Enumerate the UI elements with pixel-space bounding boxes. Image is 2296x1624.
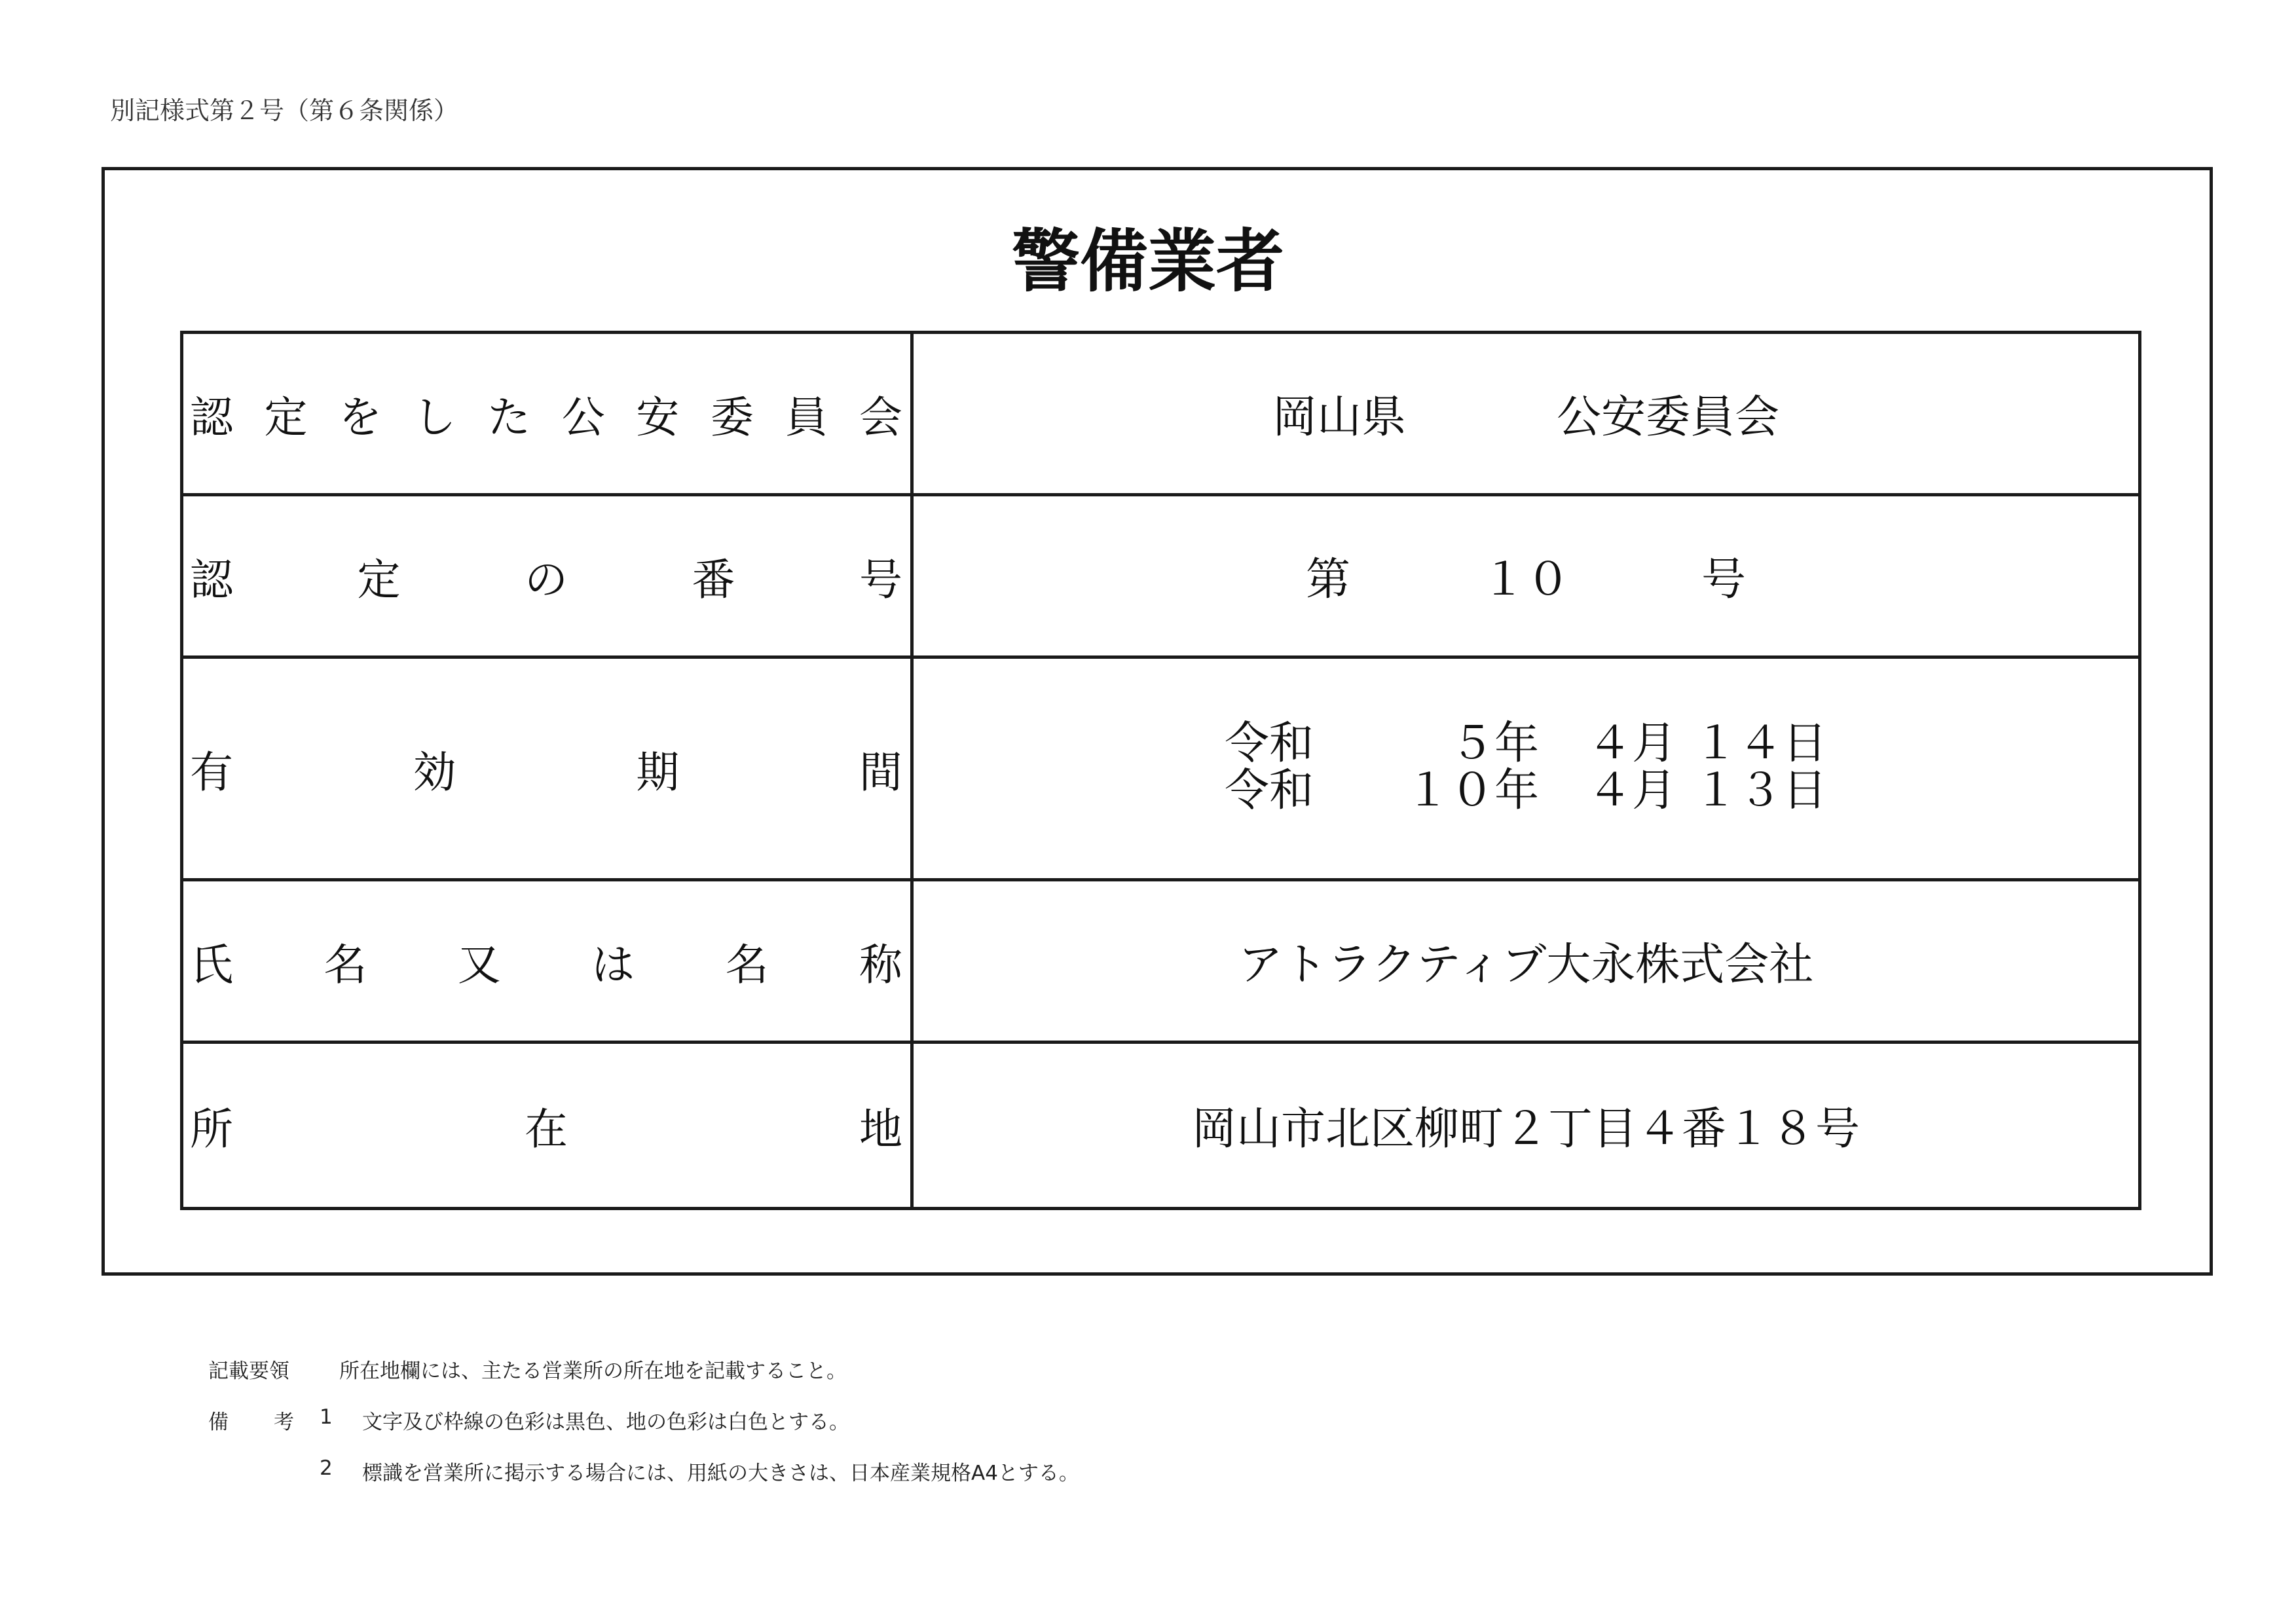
row-certifying-commission [182, 333, 2140, 495]
number-suffix: 号 [1701, 554, 1747, 606]
label-certifying-commission: 認 定 を し た 公 安 委 員 会 [182, 333, 912, 495]
period-start: 令和 ５年 ４月 １４日 [1225, 718, 1827, 770]
period-end: 令和 １０年 ４月 １３日 [1225, 764, 1827, 817]
value-validity-period [912, 657, 2140, 880]
row-company-name [182, 880, 2140, 1043]
value-certification-number [912, 495, 2140, 657]
remark-1-text: 文字及び枠線の色彩は黒色、地の色彩は白色とする。 [362, 1411, 849, 1434]
number-value: １０ [1481, 554, 1570, 606]
remark-1-number: 1 [320, 1405, 333, 1429]
value-certifying-commission [912, 333, 2140, 495]
row-address [182, 1043, 2140, 1209]
value-company-name: アトラクティブ大永株式会社 [912, 880, 2140, 1043]
value-prefecture: 岡山県 [1272, 392, 1406, 443]
form-reference: 別記様式第２号（第６条関係） [110, 96, 459, 125]
row-certification-number [182, 495, 2140, 657]
sign-info-table [180, 331, 2141, 1210]
remark-2-text: 標識を営業所に掲示する場合には、用紙の大きさは、日本産業規格A4とする。 [362, 1462, 1079, 1485]
label-address: 所 在 地 [182, 1043, 912, 1209]
value-commission: 公安委員会 [1557, 392, 1780, 443]
label-company-name: 氏 名 又 は 名 称 [182, 880, 912, 1043]
sign-title: 警備業者 [1011, 221, 1284, 301]
instruction-text: 所在地欄には、主たる営業所の所在地を記載すること。 [339, 1359, 847, 1383]
row-validity-period [182, 657, 2140, 880]
label-validity-period: 有 効 期 間 [182, 657, 912, 880]
label-certification-number: 認 定 の 番 号 [182, 495, 912, 657]
remark-2-number: 2 [320, 1456, 333, 1480]
remarks-label-2: 考 [274, 1411, 294, 1434]
instruction-label: 記載要領 [208, 1359, 289, 1383]
remarks-label-1: 備 [208, 1411, 229, 1434]
value-address: 岡山市北区柳町２丁目４番１８号 [912, 1043, 2140, 1209]
number-prefix: 第 [1305, 554, 1350, 606]
